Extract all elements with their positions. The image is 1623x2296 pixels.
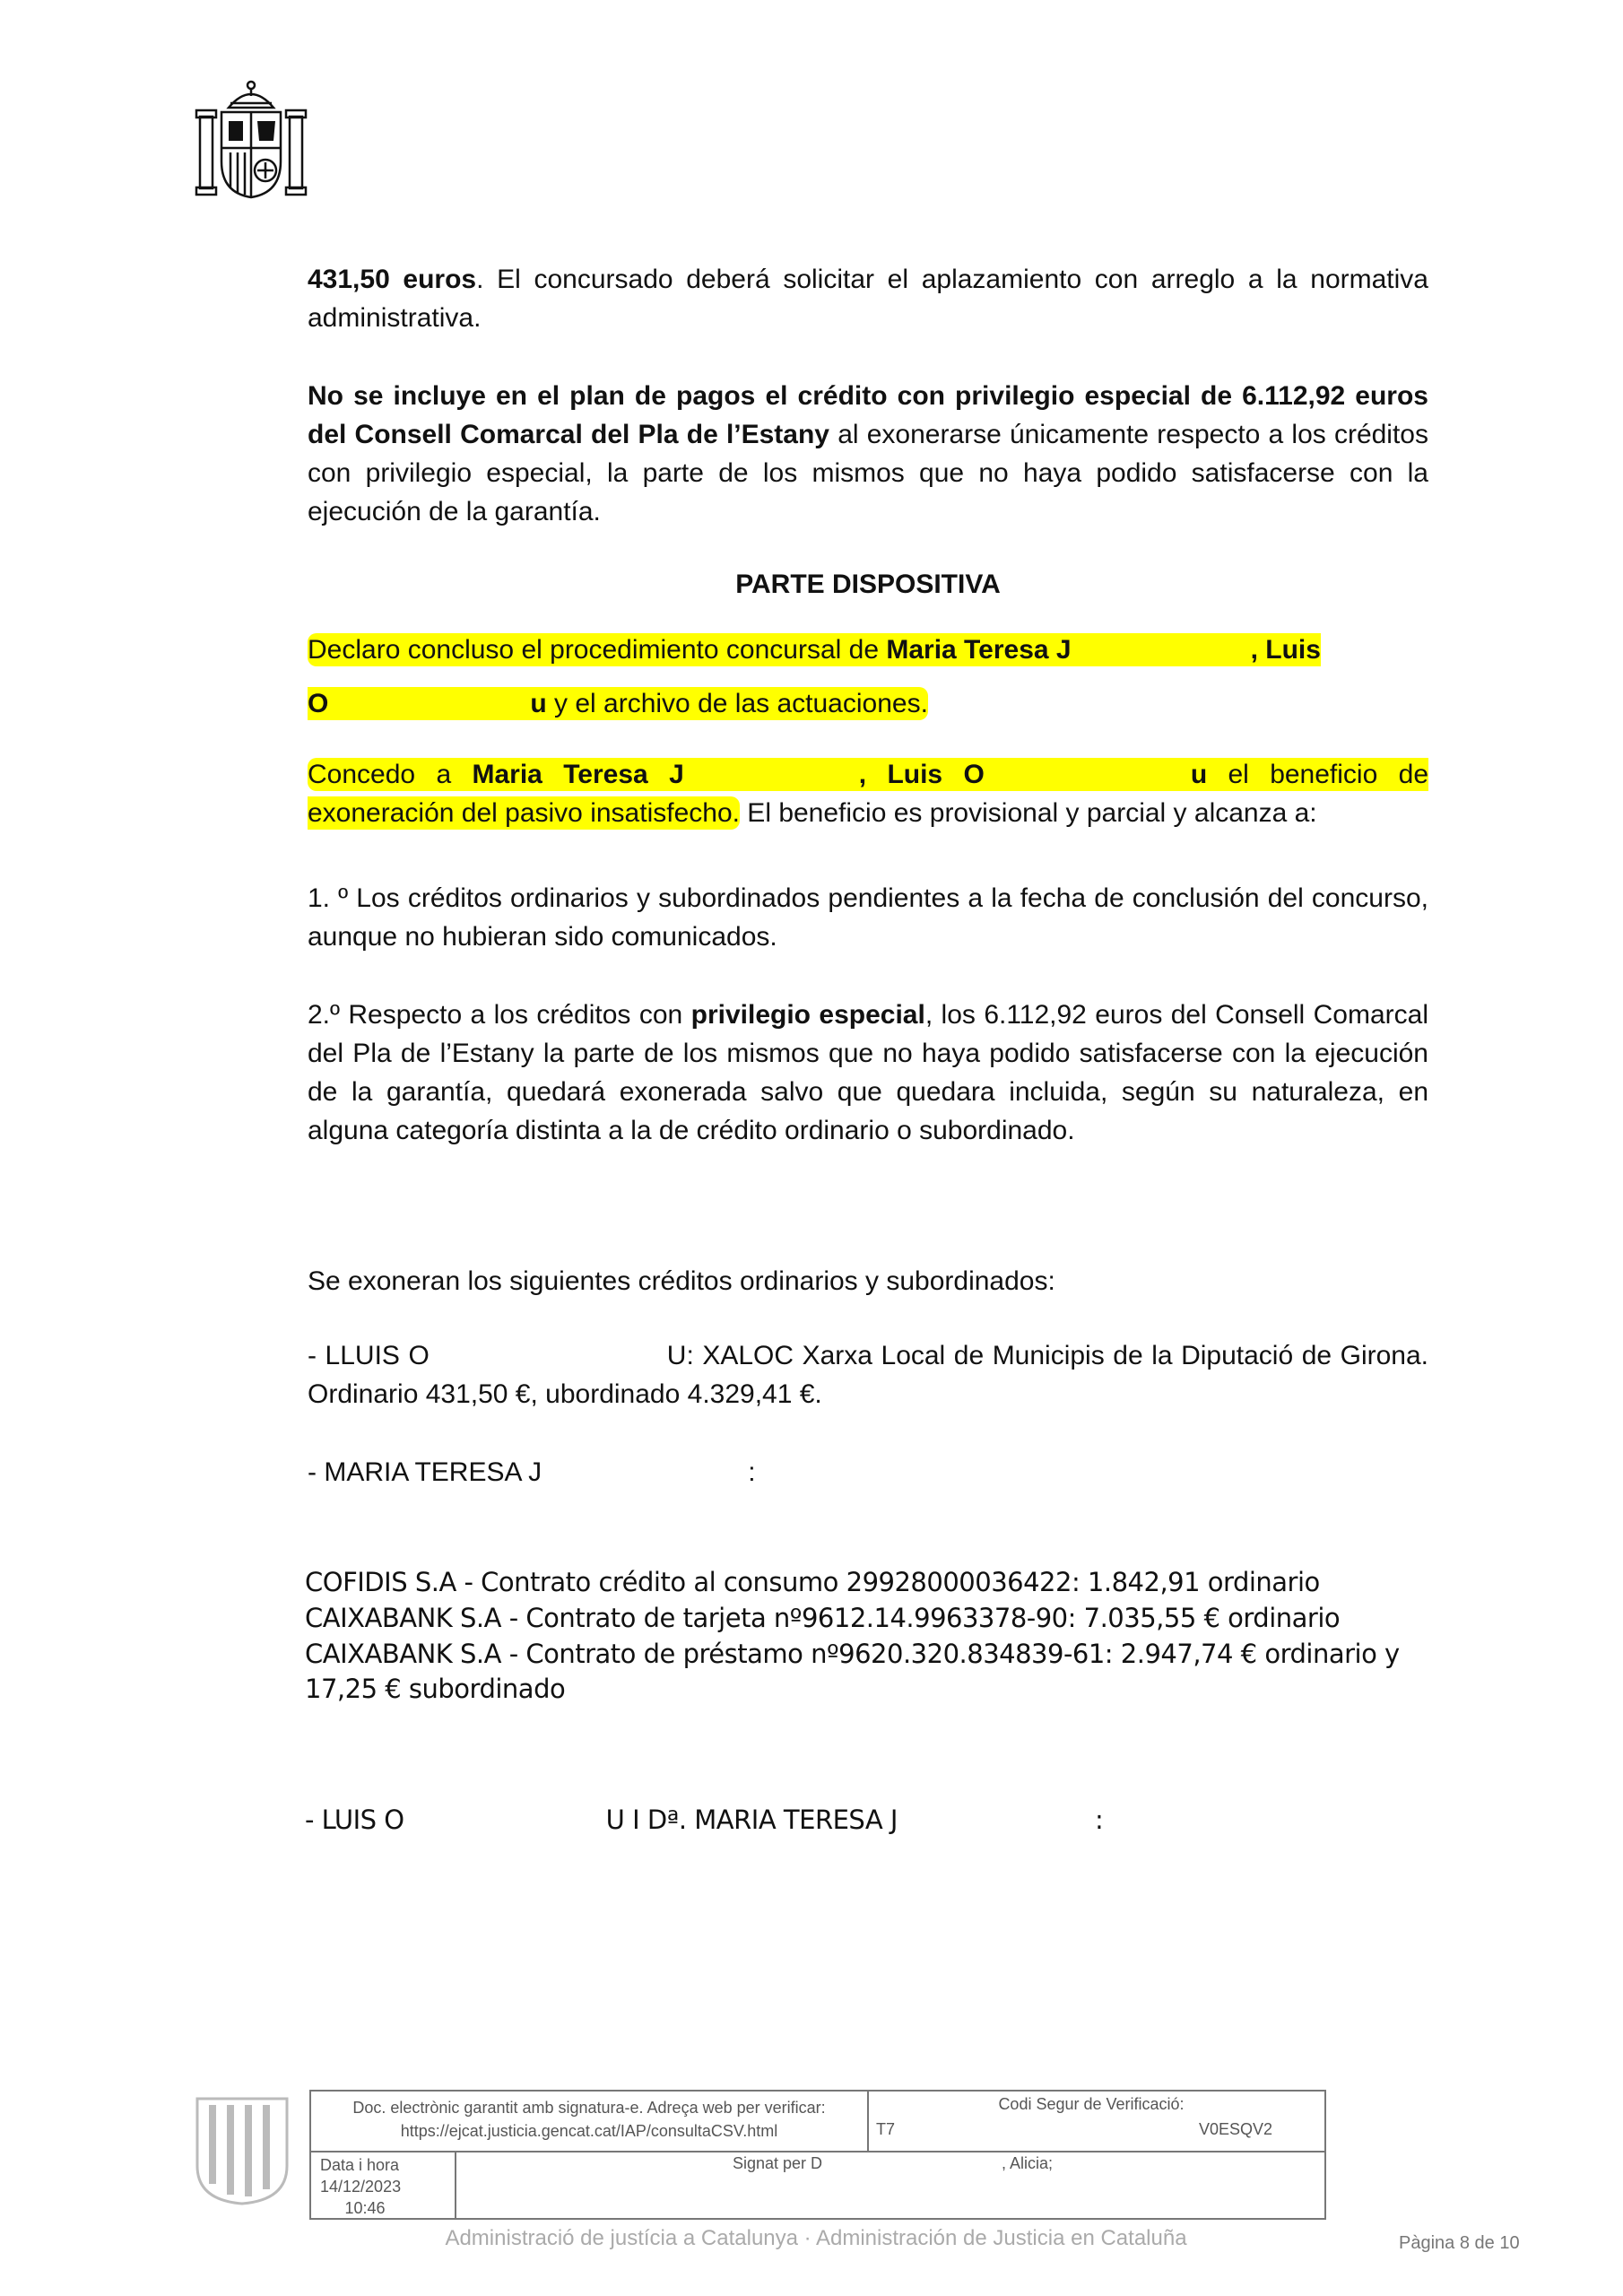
signed-by: Signat per D <box>733 2154 823 2172</box>
item-2 <box>308 996 1428 1150</box>
csv-label: Codi Segur de Verificació: <box>998 2095 1185 2113</box>
text: Declaro concluso el procedimiento concursal de <box>308 635 887 665</box>
time-value: 10:46 <box>344 2199 386 2217</box>
text: El beneficio es provisional y parcial y alcanza a: <box>739 798 1317 828</box>
privilegio-bold: No se incluye en el plan de pagos el crédito con privilegio especial de 6.112,92 euros del Consell Comarcal del Pla de l’Estany <box>308 381 1428 449</box>
verify-url[interactable]: https://ejcat.justicia.gencat.cat/IAP/consultaCSV.html <box>400 2122 778 2140</box>
name-text: u <box>530 689 547 718</box>
name-text: O <box>308 689 329 718</box>
name-text: Maria Teresa J <box>886 635 1072 665</box>
amount-bold: 431,50 euros <box>308 265 477 294</box>
page-number: Pàgina 8 de 10 <box>1399 2233 1520 2253</box>
admin-footer: Administració de justícia a Catalunya · Administración de Justicia en Cataluña <box>445 2226 1187 2250</box>
text: y el archivo de las actuaciones. <box>546 689 928 718</box>
csv-code-left: T7 <box>876 2120 896 2138</box>
signed-tail: , Alicia; <box>1002 2154 1054 2172</box>
csv-code-right: V0ESQV2 <box>1199 2120 1273 2138</box>
creditor-joint <box>305 1803 1453 1838</box>
creditor-lluis <box>308 1336 1428 1413</box>
name-text: u <box>1190 760 1208 789</box>
credit-line-2: CAIXABANK S.A - Contrato de tarjeta nº9612.14.9963378-90: 7.035,55 € ordinario <box>305 1603 1341 1633</box>
text: U I Dª. MARIA TERESA J <box>605 1805 898 1835</box>
highlighted-text <box>308 633 1321 720</box>
paragraph-text: al exonerarse únicamente respecto a los créditos con privilegio especial, la parte de los mismos que no haya podido satisfacerse con la ejecución de la garantía. <box>308 420 1428 526</box>
text: Concedo a <box>308 760 473 789</box>
text: - LLUIS O <box>308 1341 430 1370</box>
text: : <box>1094 1805 1104 1835</box>
paragraph-declaro <box>308 623 1428 731</box>
paragraph-exoneran: Se exoneran los siguientes créditos ordinarios y subordinados: <box>308 1266 1055 1296</box>
credit-line-1: COFIDIS S.A - Contrato crédito al consumo 29928000036422: 1.842,91 ordinario <box>305 1567 1320 1597</box>
verification-box <box>309 2090 1326 2220</box>
text: : <box>748 1457 756 1487</box>
name-text: , Luis <box>1250 635 1321 665</box>
paragraph-aplazamiento <box>308 260 1428 337</box>
credit-line-3: CAIXABANK S.A - Contrato de préstamo nº9620.320.834839-61: 2.947,74 € ordinario y 17,25 € subordinado <box>305 1639 1400 1704</box>
item-1: 1. º Los créditos ordinarios y subordinados pendientes a la fecha de conclusión del concurso, aunque no hubieran sido comunicados. <box>308 883 1428 952</box>
spain-coat-of-arms-icon <box>193 76 309 202</box>
paragraph-privilegio <box>308 377 1428 531</box>
generalitat-catalunya-logo-icon <box>193 2094 291 2206</box>
date-value: 14/12/2023 <box>320 2178 402 2196</box>
paragraph-concedo <box>308 755 1428 832</box>
text: 2.º Respecto a los créditos con <box>308 1000 691 1030</box>
verify-text: Doc. electrònic garantit amb signatura-e. Adreça web per verificar: <box>352 2099 826 2117</box>
text: , los 6.112,92 euros del Consell Comarcal del Pla de l’Estany la parte de los mismos que no haya podido satisfacerse con la ejecución de la garantía, quedará exonerada salvo que quedara incluida, según su naturaleza, en alguna categoría distinta a la de crédito ordinario o subordinado. <box>308 1000 1428 1145</box>
section-title: PARTE DISPOSITIVA <box>735 570 1001 599</box>
name-text: Maria Teresa J <box>472 760 684 789</box>
text: el beneficio de exoneración del pasivo insatisfecho. <box>308 760 1428 828</box>
creditor-maria <box>308 1453 1428 1492</box>
name-text: , Luis O <box>858 760 985 789</box>
date-label: Data i hora <box>320 2156 400 2174</box>
privilegio-bold: privilegio especial <box>690 1000 925 1030</box>
text: - LUIS O <box>305 1805 404 1835</box>
paragraph-text: . El concursado deberá solicitar el aplazamiento con arreglo a la normativa administrativa. <box>308 265 1428 333</box>
text: - MARIA TERESA J <box>308 1457 542 1487</box>
text: U: XALOC Xarxa Local de Municipis de la Diputació de Girona. Ordinario 431,50 €, ubordinado 4.329,41 €. <box>308 1341 1428 1409</box>
